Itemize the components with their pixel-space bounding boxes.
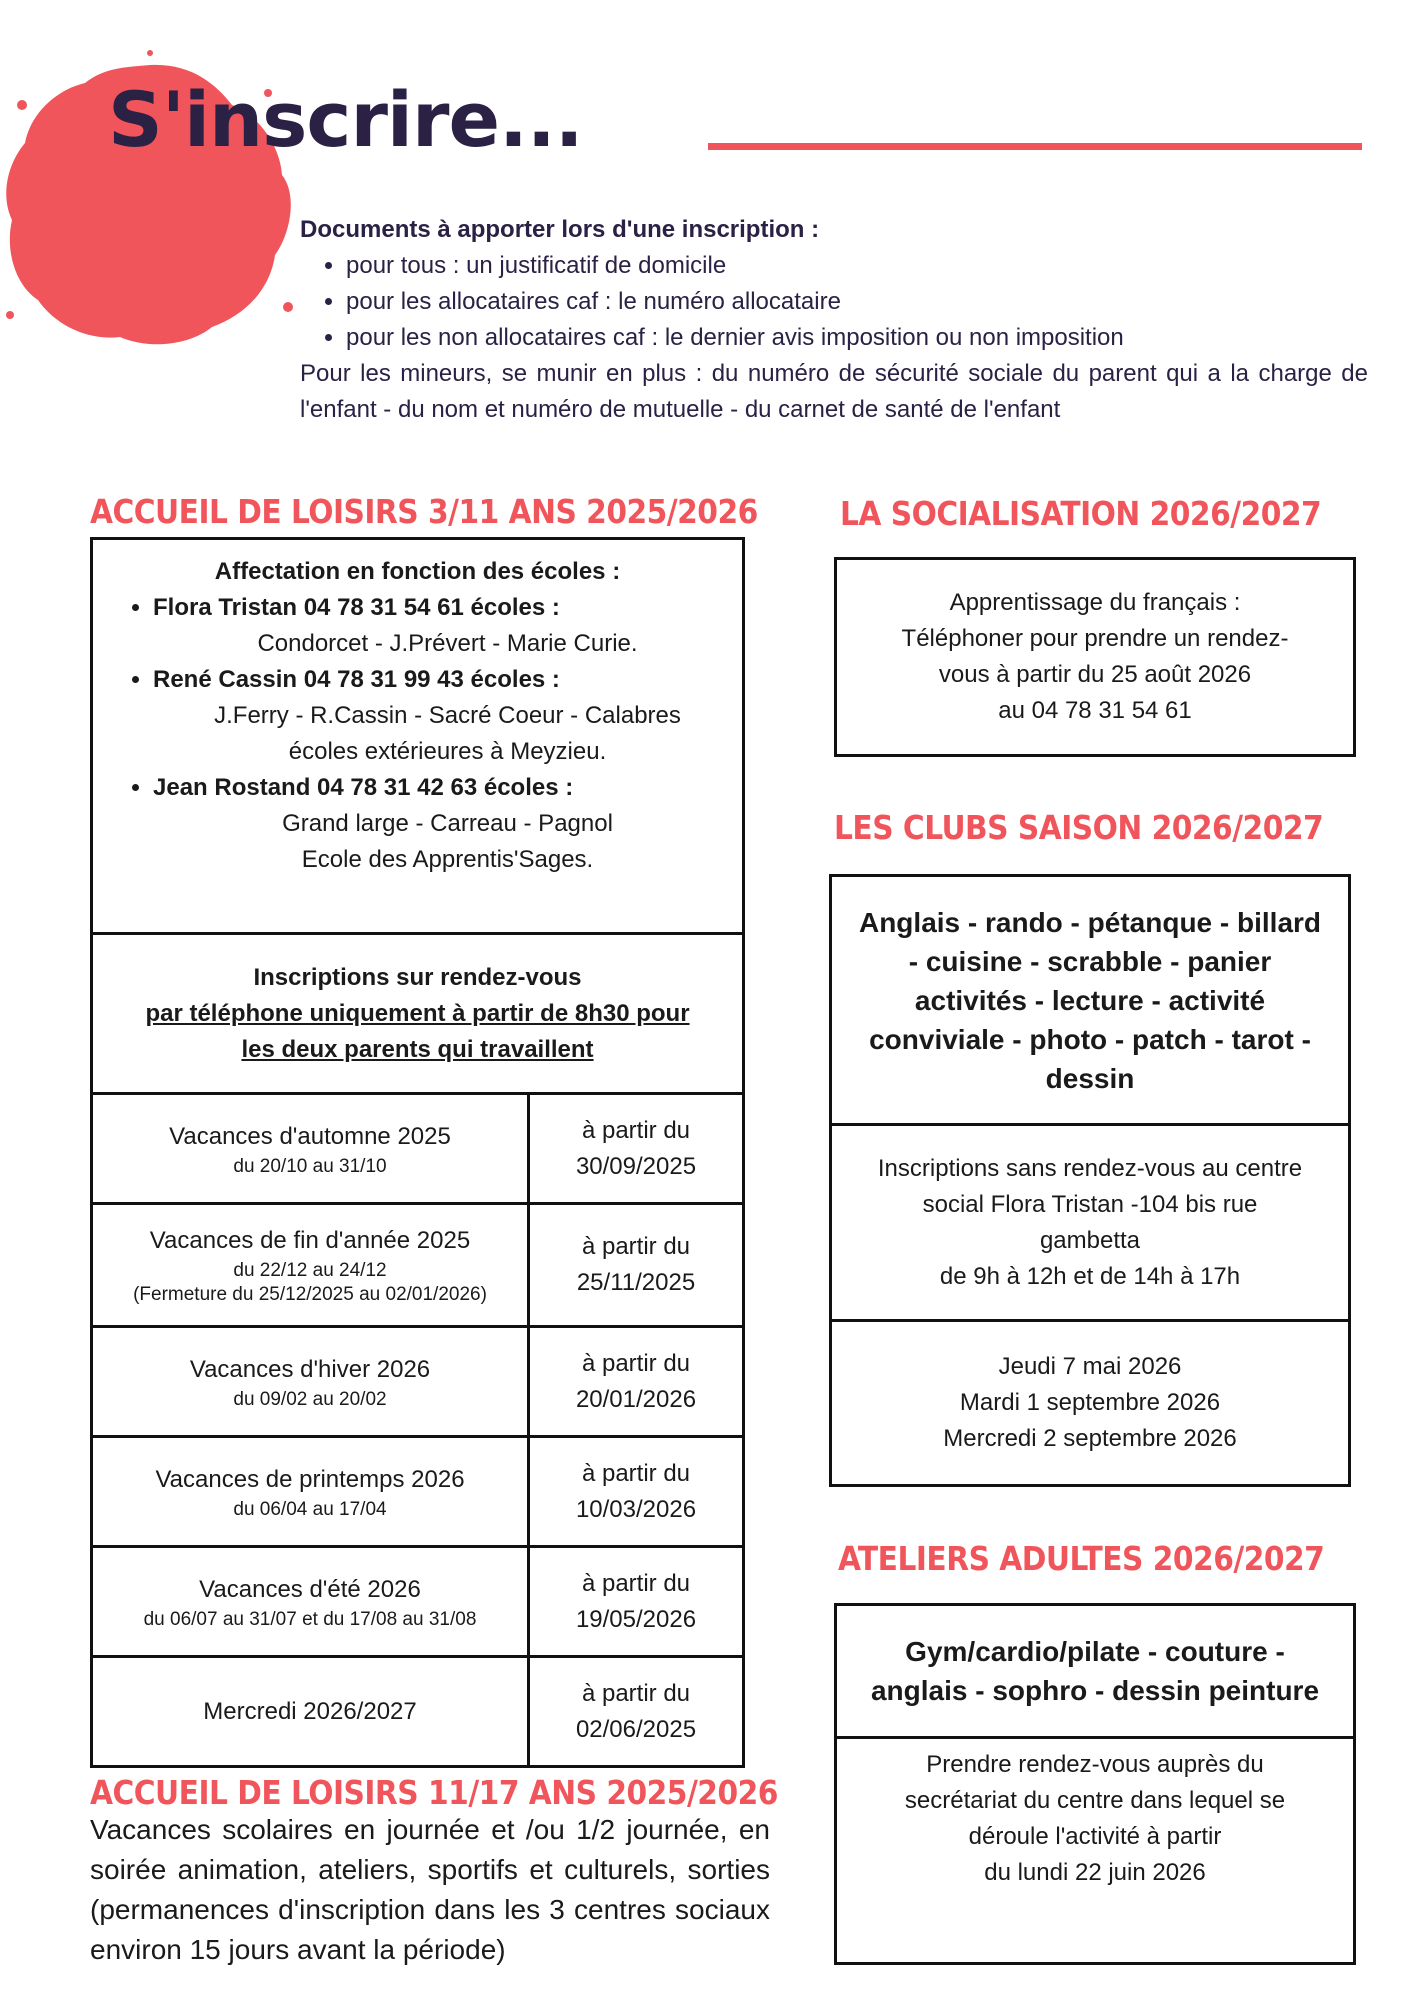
period-label: Mercredi 2026/2027: [203, 1697, 417, 1725]
minors-note: Pour les mineurs, se munir en plus : du numéro de sécurité sociale du parent qui a la charge de l'enfant - du nom et numéro de mutuelle - du carnet de santé de l'enfant: [300, 360, 1368, 423]
period-start-date: 02/06/2025: [575, 1715, 697, 1743]
section-title-clubs: LES CLUBS SAISON 2026/2027: [834, 808, 1324, 847]
period-label: Vacances d'été 2026: [199, 1575, 421, 1603]
period-start-cell: [530, 1438, 742, 1545]
inscriptions-line: les deux parents qui travaillent: [241, 1035, 594, 1063]
period-start-label: à partir du: [581, 1459, 691, 1487]
clubs-date: Mercredi 2 septembre 2026: [943, 1425, 1237, 1452]
loisirs-11-17-text: Vacances scolaires en journée et /ou 1/2 journée, en soirée animation, ateliers, sportifs et culturels, sorties (permanences d'inscription dans les 3 centres sociaux environ 15 jours avant la période): [90, 1814, 770, 1965]
period-start-cell: [530, 1328, 742, 1435]
inscriptions-line: par téléphone uniquement à partir de 8h30 pour: [145, 999, 690, 1027]
period-label: Vacances d'hiver 2026: [189, 1355, 431, 1383]
clubs-inscription-line: gambetta: [1039, 1226, 1141, 1254]
period-start-date: 20/01/2026: [575, 1385, 697, 1413]
centre-name: René Cassin 04 78 31 99 43 écoles :: [153, 666, 560, 693]
period-start-date: 25/11/2025: [576, 1269, 696, 1296]
page-title: S'inscrire...: [108, 75, 583, 164]
centre-name: Jean Rostand 04 78 31 42 63 écoles :: [153, 774, 574, 801]
documents-list: [300, 248, 1368, 356]
period-start-label: à partir du: [581, 1116, 691, 1144]
section-title-socialisation: LA SOCIALISATION 2026/2027: [840, 494, 1322, 533]
centre-item: [153, 662, 742, 770]
period-dates: du 22/12 au 24/12: [233, 1260, 387, 1281]
clubs-inscription-line: social Flora Tristan -104 bis rue: [922, 1190, 1258, 1218]
section-title-loisirs-3-11: ACCUEIL DE LOISIRS 3/11 ANS 2025/2026: [90, 492, 758, 531]
period-label-cell: [93, 1438, 527, 1545]
period-label: Vacances de fin d'année 2025: [149, 1227, 471, 1254]
period-label-cell: [93, 1548, 527, 1655]
centre-item: [153, 590, 742, 662]
section-title-loisirs-11-17: ACCUEIL DE LOISIRS 11/17 ANS 2025/2026: [90, 1773, 778, 1812]
section-title-ateliers: ATELIERS ADULTES 2026/2027: [838, 1539, 1325, 1578]
clubs-activity-line: Anglais - rando - pétanque - billard: [858, 906, 1322, 938]
title-underline: [708, 143, 1362, 150]
affectation-block: [93, 554, 742, 878]
period-start-cell: [530, 1095, 742, 1202]
period-start-label: à partir du: [581, 1233, 691, 1260]
centre-schools: J.Ferry - R.Cassin - Sacré Coeur - Calabres: [214, 702, 681, 729]
period-start-cell: [530, 1548, 742, 1655]
centre-schools: écoles extérieures à Meyzieu.: [288, 738, 607, 765]
period-start-label: à partir du: [581, 1569, 691, 1597]
ateliers-activities: [837, 1606, 1353, 1736]
period-start-date: 19/05/2026: [575, 1605, 697, 1633]
period-start-cell: [530, 1205, 742, 1325]
clubs-box: [829, 874, 1351, 1487]
socialisation-line: Téléphoner pour prendre un rendez-: [901, 625, 1289, 652]
inscriptions-heading: Inscriptions sur rendez-vous: [253, 963, 582, 991]
clubs-date: Jeudi 7 mai 2026: [998, 1353, 1182, 1380]
ateliers-rdv-line: du lundi 22 juin 2026: [984, 1859, 1206, 1886]
socialisation-content: [837, 560, 1353, 754]
documents-item: • pour les allocataires caf : le numéro allocataire: [346, 284, 1368, 320]
period-start-label: à partir du: [581, 1679, 691, 1707]
period-label: Vacances de printemps 2026: [155, 1465, 465, 1493]
affectation-heading: Affectation en fonction des écoles :: [214, 558, 621, 585]
socialisation-line: vous à partir du 25 août 2026: [938, 661, 1252, 688]
period-label-cell: [93, 1095, 527, 1202]
period-start-label: à partir du: [581, 1349, 691, 1377]
socialisation-line: au 04 78 31 54 61: [998, 697, 1192, 724]
period-dates: du 20/10 au 31/10: [233, 1155, 387, 1177]
centre-schools: Grand large - Carreau - Pagnol: [282, 810, 613, 837]
period-start-date: 30/09/2025: [575, 1152, 697, 1180]
period-label: Vacances d'automne 2025: [169, 1122, 451, 1150]
ateliers-rdv-line: déroule l'activité à partir: [968, 1823, 1222, 1850]
clubs-date: Mardi 1 septembre 2026: [959, 1389, 1221, 1416]
ateliers-box: [834, 1603, 1356, 1965]
clubs-inscription-line: Inscriptions sans rendez-vous au centre: [877, 1154, 1303, 1182]
centres-list: [93, 590, 742, 878]
inscriptions-block: [93, 935, 742, 1092]
centre-schools: Condorcet - J.Prévert - Marie Curie.: [257, 630, 638, 657]
clubs-activity-line: dessin: [1045, 1062, 1135, 1094]
ateliers-rdv: [837, 1739, 1353, 1899]
period-start-date: 10/03/2026: [575, 1495, 697, 1523]
centre-schools: Ecole des Apprentis'Sages.: [301, 846, 594, 873]
ateliers-activity-line: anglais - sophro - dessin peinture: [870, 1675, 1320, 1706]
clubs-inscription: [832, 1126, 1348, 1319]
ateliers-rdv-line: Prendre rendez-vous auprès du: [926, 1751, 1264, 1778]
centre-name: Flora Tristan 04 78 31 54 61 écoles :: [153, 594, 560, 621]
period-label-cell: [93, 1658, 527, 1765]
period-label-cell: [93, 1328, 527, 1435]
documents-heading: Documents à apporter lors d'une inscription :: [300, 216, 820, 243]
period-dates: du 06/04 au 17/04: [233, 1498, 387, 1520]
clubs-activity-line: activités - lecture - activité: [914, 984, 1266, 1016]
clubs-activities: [832, 877, 1348, 1123]
period-dates: du 09/02 au 20/02: [233, 1388, 387, 1410]
period-label-cell: [93, 1205, 527, 1325]
documents-section: [300, 212, 1368, 428]
documents-item: • pour tous : un justificatif de domicile: [346, 248, 1368, 284]
period-start-cell: [530, 1658, 742, 1765]
clubs-activity-line: conviviale - photo - patch - tarot -: [869, 1023, 1311, 1055]
clubs-dates: [832, 1322, 1348, 1484]
ateliers-rdv-line: secrétariat du centre dans lequel se: [904, 1787, 1286, 1814]
period-dates: du 06/07 au 31/07 et du 17/08 au 31/08: [143, 1608, 477, 1630]
socialisation-line: Apprentissage du français :: [949, 589, 1241, 616]
ateliers-activity-line: Gym/cardio/pilate - couture -: [905, 1636, 1285, 1667]
period-extra: (Fermeture du 25/12/2025 au 02/01/2026): [133, 1284, 487, 1305]
centre-item: [153, 770, 742, 878]
loisirs-3-11-table: [90, 537, 745, 1768]
socialisation-box: [834, 557, 1356, 757]
clubs-activity-line: - cuisine - scrabble - panier: [908, 945, 1272, 977]
documents-item: • pour les non allocataires caf : le dernier avis imposition ou non imposition: [346, 320, 1368, 356]
clubs-inscription-line: de 9h à 12h et de 14h à 17h: [939, 1262, 1241, 1290]
